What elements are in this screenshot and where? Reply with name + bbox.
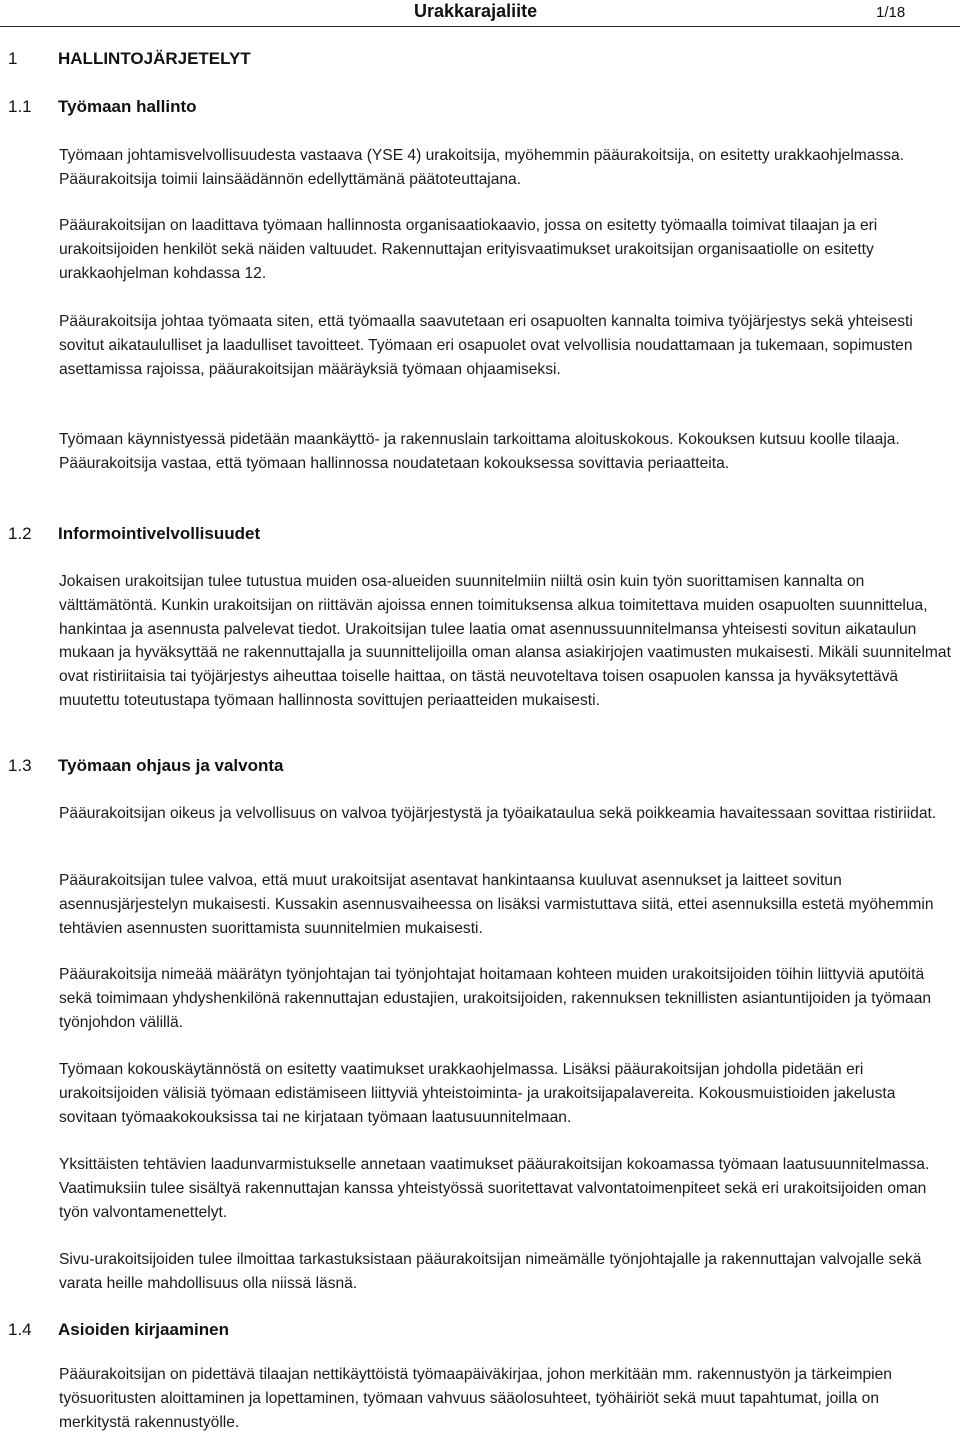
paragraph: Jokaisen urakoitsijan tulee tutustua muiden osa-alueiden suunnitelmiin niiltä osin kuin työn suorittamisen kannalta on välttämätöntä. Kunkin urakoitsijan on riittävän ajoissa ennen toimituksensa alkua toimitettava muiden osapuolten suunnittelua, hankintaa ja asennusta palvelevat tiedot. Urakoitsijan tulee laatia omat asennussuunnitelmansa yhteisesti sovitun aikataulun mukaan ja hyväksyttää ne rakennuttajalla ja suunnittelijoilla oman alansa asiakirjojen vaatimusten mukaisesti. Mikäli suunnitelmat ovat ristiriitaisia tai työjärjestys aiheuttaa toiselle haittaa, on tästä neuvoteltava toisen osapuolen kanssa ja hyväksytettävä muutettu toteutustapa työmaan hallinnosta sovittujen periaatteiden mukaisesti.	[59, 573, 951, 709]
section-number: 1.4	[8, 1320, 32, 1339]
section-heading-1-2	[8, 524, 260, 544]
section-number: 1.3	[8, 756, 32, 775]
header-divider	[0, 26, 960, 27]
section-title: HALLINTOJÄRJETELYT	[58, 49, 251, 68]
paragraph: Pääurakoitsijan on pidettävä tilaajan nettikäyttöistä työmaapäiväkirjaa, johon merkitään mm. rakennustyön ja tärkeimpien työsuoritusten aloittaminen ja lopettaminen, työmaan vahvuus sääolosuhteet, työhäiriöt sekä muut tapahtumat, joilla on merkitystä rakennustyölle.	[59, 1366, 892, 1431]
section-number: 1	[8, 49, 18, 68]
section-heading-1-1	[8, 97, 197, 117]
section-heading-1-4	[8, 1320, 229, 1340]
paragraph: Pääurakoitsijan tulee valvoa, että muut urakoitsijat asentavat hankintaansa kuuluvat asennukset ja laitteet sovitun asennusjärjestelyn mukaisesti. Kussakin asennusvaiheessa on lisäksi varmistuttava siitä, ettei asennuksilla estetä myöhemmin tehtävien asennusten suorittamista suunnitelmien mukaisesti.	[59, 872, 934, 937]
paragraph: Pääurakoitsijan oikeus ja velvollisuus on valvoa työjärjestystä ja työaikataulua sekä poikkeamia havaitessaan sovittaa ristiriidat.	[59, 805, 937, 822]
paragraph: Yksittäisten tehtävien laadunvarmistukselle annetaan vaatimukset pääurakoitsijan kokoamassa työmaan laatusuunnitelmassa. Vaatimuksiin tulee sisältyä rakennuttajan kanssa yhteistyössä suoritettavat valvontatoimenpiteet sekä eri urakoitsijoiden oman työn valvontamenettelyt.	[59, 1156, 930, 1221]
section-title: Informointivelvollisuudet	[58, 524, 261, 543]
section-title: Työmaan ohjaus ja valvonta	[58, 756, 284, 775]
paragraph: Työmaan johtamisvelvollisuudesta vastaava (YSE 4) urakoitsija, myöhemmin pääurakoitsija, on esitetty urakkaohjelmassa. Pääurakoitsija toimii lainsäädännön edellyttämänä päätoteuttajana.	[59, 147, 905, 188]
paragraph: Pääurakoitsijan on laadittava työmaan hallinnosta organisaatiokaavio, jossa on esitetty työmaalla toimivat tilaajan ja eri urakoitsijoiden henkilöt sekä näiden valtuudet. Rakennuttajan erityisvaatimukset urakoitsijan organisaatiolle on esitetty urakkaohjelman kohdassa 12.	[59, 217, 878, 282]
section-number: 1.1	[8, 97, 32, 116]
section-heading-1-3	[8, 756, 283, 776]
paragraph: Työmaan käynnistyessä pidetään maankäyttö- ja rakennuslain tarkoittama aloituskokous. Kokouksen kutsuu koolle tilaaja. Pääurakoitsija vastaa, että työmaan hallinnossa noudatetaan kokouksessa sovittavia periaatteita.	[59, 431, 900, 472]
paragraph: Työmaan kokouskäytännöstä on esitetty vaatimukset urakkaohjelmassa. Lisäksi pääurakoitsijan johdolla pidetään eri urakoitsijoiden välisiä työmaan edistämiseen liittyviä yhteistoiminta- ja urakoitsijapalavereita. Kokousmuistioiden jakelusta sovitaan työmaakokouksissa tai ne kirjataan työmaan laatusuunnitelmaan.	[59, 1061, 896, 1126]
paragraph: Pääurakoitsija johtaa työmaata siten, että työmaalla saavutetaan eri osapuolten kannalta toimiva työjärjestys sekä yhteisesti sovitut aikataululliset ja laadulliset tavoitteet. Työmaan eri osapuolet ovat velvollisia noudattamaan ja tukemaan, sopimusten asettamissa rajoissa, pääurakoitsijan määräyksiä työmaan ohjaamiseksi.	[59, 313, 913, 378]
page-number: 1/18	[876, 4, 906, 21]
section-title: Työmaan hallinto	[58, 97, 197, 116]
section-heading-1	[8, 49, 251, 69]
document-title: Urakkarajaliite	[414, 1, 538, 21]
section-title: Asioiden kirjaaminen	[58, 1320, 229, 1339]
paragraph: Pääurakoitsija nimeää määrätyn työnjohtajan tai työnjohtajat hoitamaan kohteen muiden urakoitsijoiden töihin liittyviä aputöitä sekä toimimaan yhdyshenkilönä rakennuttajan edustajien, urakoitsijoiden, rakennuksen teknillisten asiantuntijoiden ja työmaan työnjohdon välillä.	[59, 966, 932, 1031]
section-number: 1.2	[8, 524, 32, 543]
paragraph: Sivu-urakoitsijoiden tulee ilmoittaa tarkastuksistaan pääurakoitsijan nimeämälle työnjohtajalle ja rakennuttajan valvojalle sekä varata heille mahdollisuus olla niissä läsnä.	[59, 1251, 922, 1292]
